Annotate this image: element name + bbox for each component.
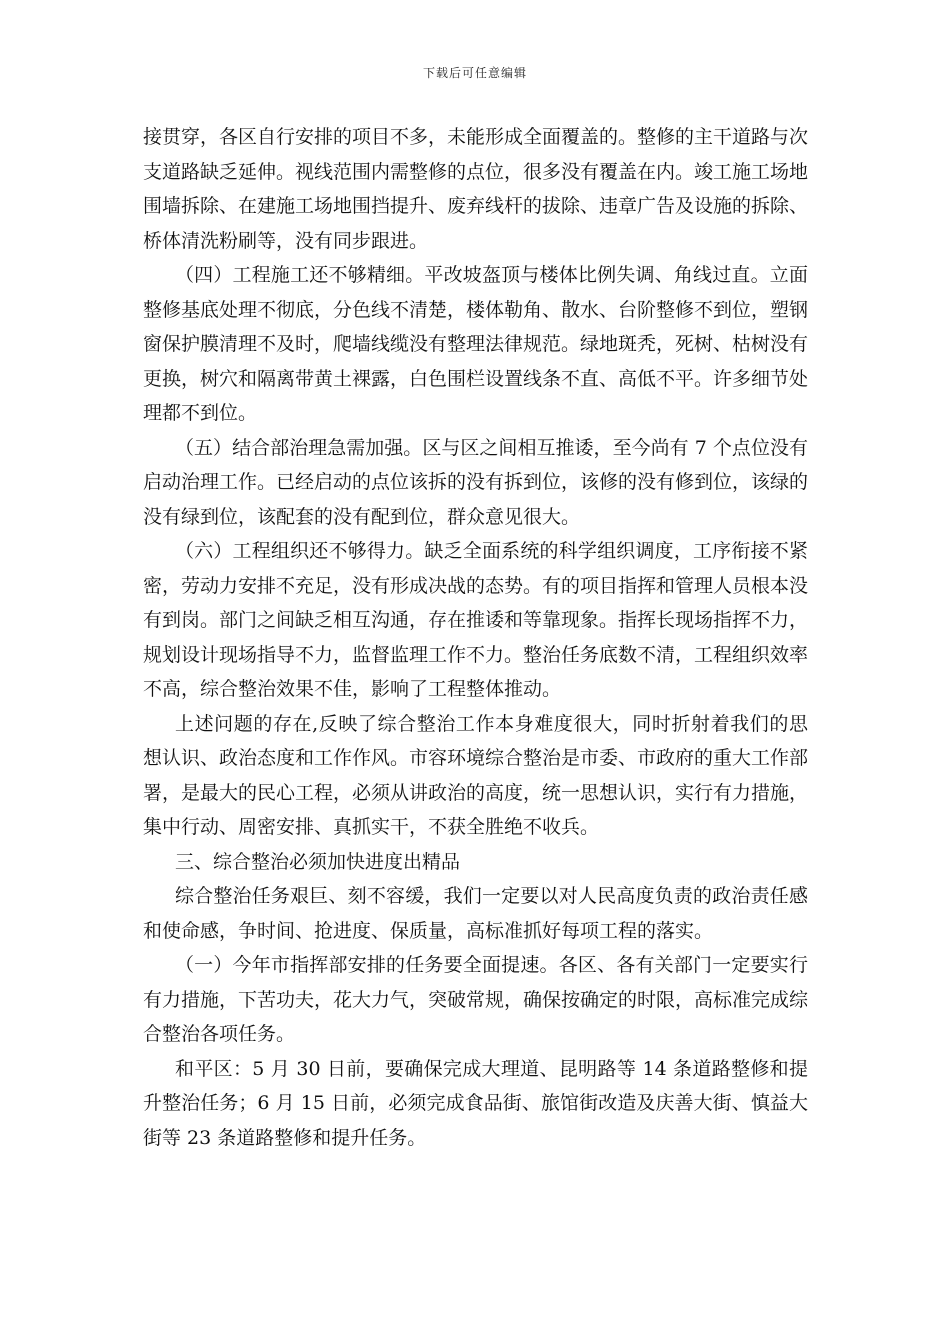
section-heading: 三、综合整治必须加快进度出精品 — [175, 850, 461, 873]
page-header-note: 下载后可任意编辑 — [422, 66, 527, 80]
paragraph-5: 上述问题的存在,反映了综合整治工作本身难度很大，同时折射着我们的思想认识、政治态度和工作作风。市容环境综合整治是市委、市政府的重大工作部署，是最大的民心工程，必须从讲政治的高度，统一思想认识，实行有力措施，集中行动、周密安排、真抓实干，不获全胜绝不收兵。 — [143, 712, 809, 838]
paragraph-3: （五）结合部治理急需加强。区与区之间相互推诿，至今尚有 7 个点位没有启动治理工作。已经启动的点位该拆的没有拆到位，该修的没有修到位，该绿的没有绿到位，该配套的没有配到位，群众意见很大。 — [143, 436, 809, 528]
paragraph-9: 和平区：5 月 30 日前，要确保完成大理道、昆明路等 14 条道路整修和提升整治任务；6 月 15 日前，必须完成食品街、旅馆街改造及庆善大街、慎益大街等 23 条道路整修和提升任务。 — [143, 1057, 808, 1149]
paragraph-7: 综合整治任务艰巨、刻不容缓，我们一定要以对人民高度负责的政治责任感和使命感，争时间、抢进度、保质量，高标准抓好每项工程的落实。 — [143, 885, 808, 942]
paragraph-1: 接贯穿，各区自行安排的项目不多，未能形成全面覆盖的。整修的主干道路与次支道路缺乏延伸。视线范围内需整修的点位，很多没有覆盖在内。竣工施工场地围墙拆除、在建施工场地围挡提升、废弃线杆的拔除、违章广告及设施的拆除、桥体清洗粉刷等，没有同步跟进。 — [143, 126, 809, 252]
paragraph-4: （六）工程组织还不够得力。缺乏全面系统的科学组织调度，工序衔接不紧密，劳动力安排不充足，没有形成决战的态势。有的项目指挥和管理人员根本没有到岗。部门之间缺乏相互沟通，存在推诿和等靠现象。指挥长现场指挥不力，规划设计现场指导不力，监督监理工作不力。整治任务底数不清，工程组织效率不高，综合整治效果不佳，影响了工程整体推动。 — [143, 540, 809, 700]
paragraph-8: （一）今年市指挥部安排的任务要全面提速。各区、各有关部门一定要实行有力措施，下苦功夫，花大力气，突破常规，确保按确定的时限，高标准完成综合整治各项任务。 — [143, 954, 809, 1045]
paragraph-2: （四）工程施工还不够精细。平改坡盔顶与楼体比例失调、角线过直。立面整修基底处理不彻底，分色线不清楚，楼体勒角、散水、台阶整修不到位，塑钢窗保护膜清理不及时，爬墙线缆没有整理法律规范。绿地斑秃，死树、枯树没有更换，树穴和隔离带黄土裸露，白色围栏设置线条不直、高低不平。许多细节处理都不到位。 — [143, 264, 809, 424]
document-body — [143, 120, 808, 1155]
